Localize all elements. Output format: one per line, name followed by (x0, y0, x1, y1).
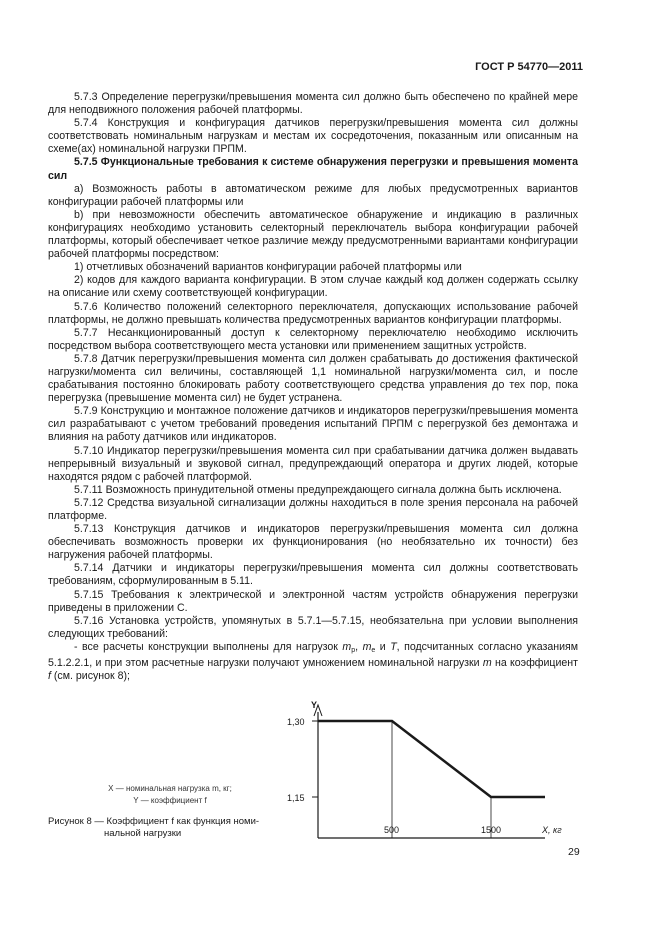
paragraph: b) при невозможности обеспечить автоматическое обнаружение и индикацию в различных конфигурациях необходимо установить селекторный переключатель выбора конфигурации рабочей платформы, который обеспечивает четкое различие между предусмотренными вариантами конфигурации рабочей платформы посредством: (48, 208, 578, 261)
paragraph: 5.7.5 Функциональные требования к системе обнаружения перегрузки и превышения момента сил (48, 156, 578, 182)
paragraph: 5.7.14 Датчики и индикаторы перегрузки/превышения момента сил должны соответствовать требованиям, сформулированным в 5.11. (48, 562, 578, 588)
page-number: 29 (568, 846, 580, 858)
paragraph: 5.7.13 Конструкция датчиков и индикаторов перегрузки/превышения момента сил должна обеспечивать возможность проверки их функционирования (но необязательно их точности) без нагружения рабочей платформы. (48, 523, 578, 562)
coefficient-line (318, 721, 545, 797)
paragraph: 5.7.4 Конструкция и конфигурация датчиков перегрузки/превышения момента сил должны соответствовать номинальным нагрузкам и местам их сосредоточения, показанным или описанным на схеме(ах) номинальной нагрузки ПРПМ. (48, 117, 578, 156)
paragraph: а) Возможность работы в автоматическом режиме для любых предусмотренных вариантов конфигурации рабочей платформы или (48, 182, 578, 208)
paragraph: 2) кодов для каждого варианта конфигурации. В этом случае каждый код должен содержать ссылку на описание или схему соответствующей конфигурации. (48, 274, 578, 300)
paragraph: 5.7.9 Конструкцию и монтажное положение датчиков и индикаторов перегрузки/превышения момента сил разрабатывают с учетом требований проведения испытаний ПРПМ с перегрузкой без демонтажа и влияния на работу датчиков или индикаторов. (48, 405, 578, 444)
x-axis-label: X, кг (542, 825, 562, 835)
y-axis-label: Y (311, 700, 318, 710)
paragraph: 5.7.15 Требования к электрической и электронной частям устройств обнаружения перегрузки приведены в приложении С. (48, 588, 578, 614)
caption-line-1: Рисунок 8 — Коэффициент f как функция номи- (48, 816, 260, 827)
paragraph: 5.7.10 Индикатор перегрузки/превышения момента сил при срабатывании датчика должен выдавать непрерывный визуальный и звуковой сигнал, предупреждающий оператора и других людей, которые находятся рядом с рабочей платформой. (48, 444, 578, 483)
caption-line-2: нальной нагрузки (104, 828, 182, 839)
paragraph: 5.7.6 Количество положений селекторного переключателя, допускающих использование рабочей платформы, не должно превышать количества предусмотренных вариантов конфигурации платформы. (48, 300, 578, 326)
paragraph: 5.7.16 Установка устройств, упомянутых в 5.7.1—5.7.15, необязательна при условии выполнения следующих требований: (48, 614, 578, 640)
x-tick-label-500: 500 (384, 825, 400, 835)
figure-caption (48, 816, 288, 840)
paragraph: 5.7.8 Датчик перегрузки/превышения момента сил должен срабатывать до достижения фактической нагрузки/момента сил величины, составляющей 1,1 номинальной нагрузки/момента сил, и после срабатывания постоянно блокировать работу соответствующего средства управления до тех пор, пока перегрузка (превышение момента сил) не будет устранена. (48, 352, 578, 405)
paragraph: 5.7.11 Возможность принудительной отмены предупреждающего сигнала должна быть исключена. (74, 483, 562, 496)
paragraph: 5.7.7 Несанкционированный доступ к селекторному переключателю необходимо исключить посредством выбора соответствующего места установки или применением защитных устройств. (48, 326, 578, 352)
figure-legend (70, 783, 270, 807)
legend-x: X — номинальная нагрузка m, кг; (108, 784, 232, 793)
standard-header: ГОСТ Р 54770—2011 (475, 61, 583, 73)
paragraph: 5.7.12 Средства визуальной сигнализации должны находиться в поле зрения персонала на рабочей платформе. (48, 496, 578, 522)
y-tick-label-1-30: 1,30 (287, 717, 305, 727)
paragraph: 5.7.3 Определение перегрузки/превышения момента сил должно быть обеспечено по крайней мере для неподвижного положения рабочей платформы. (48, 91, 578, 117)
paragraph: - все расчеты конструкции выполнены для нагрузок $m_p$, $m_e$ и T, подсчитанных согласно указаниям 5.1.2.2.1, и при этом расчетные нагрузки получают умножением номинальной нагрузки m на коэффициент f (см. рисунок 8); (48, 640, 579, 683)
x-tick-label-1500: 1500 (481, 825, 502, 835)
y-tick-label-1-15: 1,15 (287, 793, 305, 803)
legend-y: Y — коэффициент f (133, 796, 207, 805)
paragraph: 1) отчетливых обозначений вариантов конфигурации рабочей платформы или (74, 261, 462, 274)
